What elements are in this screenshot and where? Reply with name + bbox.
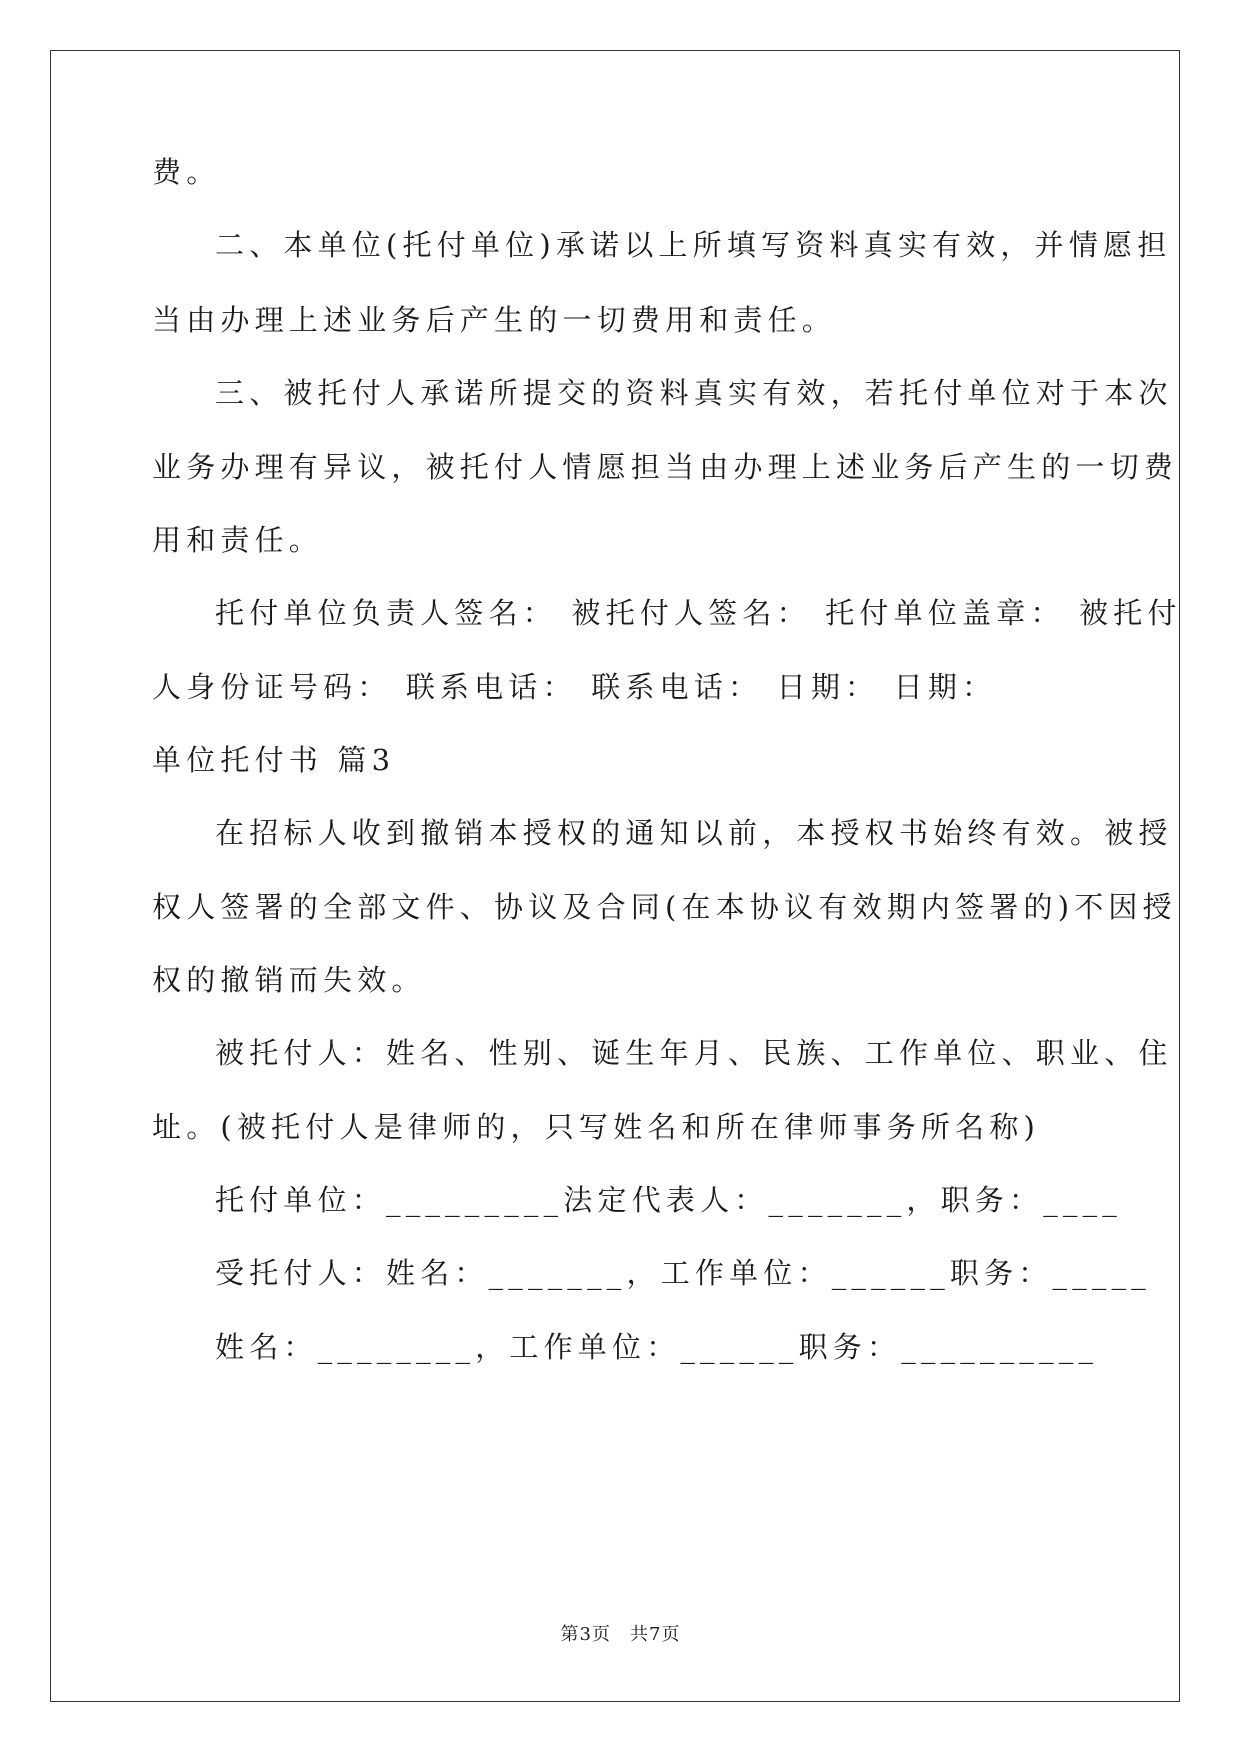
text-line: 费。 <box>152 155 221 189</box>
form-line: 姓名：________，工作单位：______职务：__________ <box>215 1330 1099 1364</box>
text-line: 用和责任。 <box>152 523 324 557</box>
text-line: 址。(被托付人是律师的，只写姓名和所在律师事务所名称) <box>152 1110 1041 1144</box>
text-line: 业务办理有异议，被托付人情愿担当由办理上述业务后产生的一切费 <box>152 450 1179 484</box>
page-border <box>50 50 1180 1702</box>
text-line: 被托付人：姓名、性别、诞生年月、民族、工作单位、职业、住 <box>215 1036 1173 1070</box>
form-line: 受托付人：姓名：_______，工作单位：______职务：_____ <box>215 1256 1152 1290</box>
form-line: 托付单位：_________法定代表人：_______，职务：____ <box>215 1183 1123 1217</box>
text-line: 三、被托付人承诺所提交的资料真实有效，若托付单位对于本次 <box>215 376 1173 410</box>
section-heading: 单位托付书 篇3 <box>152 743 396 777</box>
text-line: 在招标人收到撤销本授权的通知以前，本授权书始终有效。被授 <box>215 816 1173 850</box>
text-line: 当由办理上述业务后产生的一切费用和责任。 <box>152 303 837 337</box>
text-line: 人身份证号码： 联系电话： 联系电话： 日期： 日期： <box>152 670 997 704</box>
text-line: 权人签署的全部文件、协议及合同(在本协议有效期内签署的)不因授 <box>152 890 1177 924</box>
page-footer: 第3页 共7页 <box>560 1624 681 1645</box>
text-line: 权的撤销而失效。 <box>152 963 426 997</box>
text-line: 托付单位负责人签名： 被托付人签名： 托付单位盖章： 被托付 <box>215 596 1182 630</box>
text-line: 二、本单位(托付单位)承诺以上所填写资料真实有效，并情愿担 <box>215 228 1172 262</box>
